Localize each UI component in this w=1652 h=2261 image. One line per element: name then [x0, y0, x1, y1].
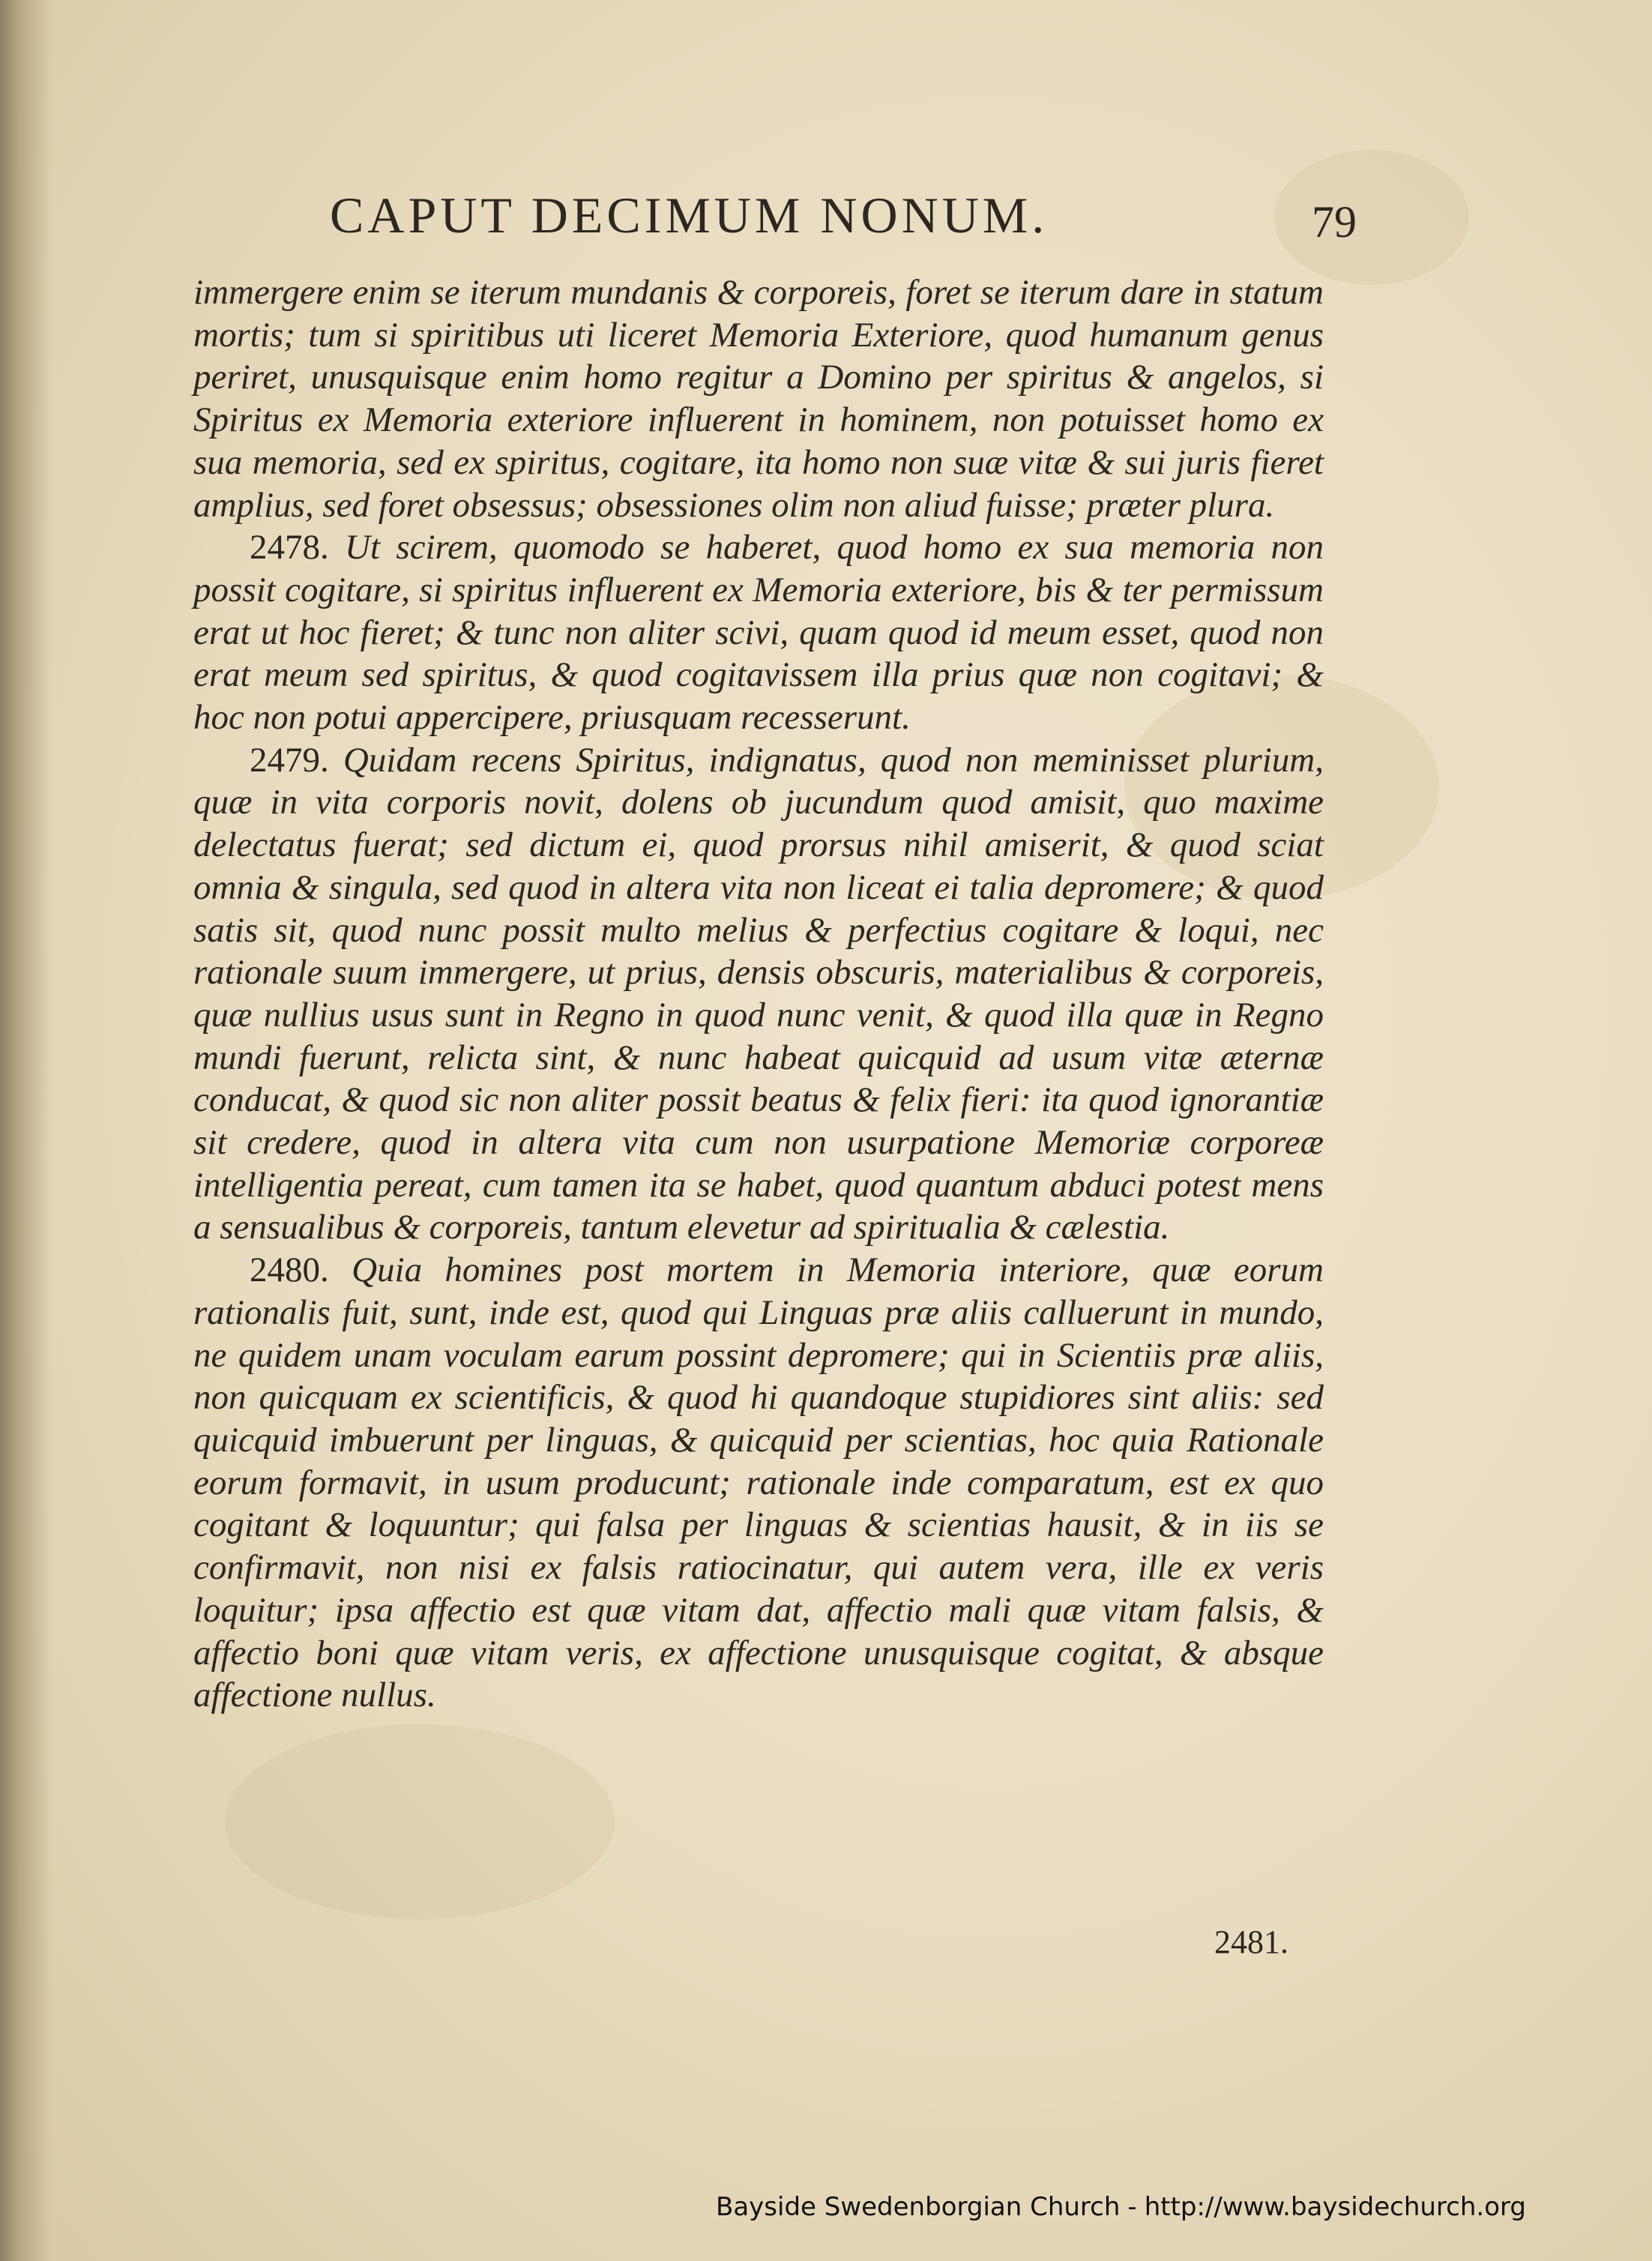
paper-stain — [225, 1724, 615, 1919]
credit-separator: - — [1127, 2192, 1137, 2222]
page-header — [330, 186, 1357, 253]
paragraph-text: Ut scirem, quomodo se haberet, quod homo ex sua memoria non possit cogitare, si spiritus influerent ex Memoria exteriore, bis & ter permissum erat ut hoc fieret; & tunc non aliter scivi, quam quod id meum esset, quod non erat meum sed spiritus, & quod cogitavissem illa prius quæ non cogitavi; & hoc non potui appercipere, priusquam recesserunt. — [193, 528, 1324, 738]
paragraph-2479 — [193, 739, 1324, 1249]
catchword: 2481. — [1214, 1924, 1288, 1960]
paragraph-text: Quidam recens Spiritus, indignatus, quod non meminisset plurium, quæ in vita corporis novit, dolens ob jucundum quod amisit, quo maxime delectatus fuerat; sed dictum ei, quod prorsus nihil amiserit, & quod sciat omnia & singula, sed quod in altera vita non liceat ei talia depromere; & quod satis sit, quod nunc possit multo melius & perfectius cogitare & loqui, nec rationale suum immergere, ut prius, densis obscuris, materialibus & corporeis, quæ nullius usus sunt in Regno in quod nunc venit, & quod illa quæ in Regno mundi fuerunt, relicta sint, & nunc habeat quicquid ad usum vitæ æternæ conducat, & quod sic non aliter possit beatus & felix fieri: ita quod ignorantiæ sit credere, quod in altera vita cum non usurpatione Memoriæ corporeæ intelligentia pereat, cum tamen ita se habet, quod quantum abduci potest mens a sensualibus & corporeis, tantum elevetur ad spiritualia & cælestia. — [193, 740, 1324, 1247]
paragraph-continued — [193, 271, 1324, 526]
body-text — [193, 271, 1324, 1717]
footer-credit — [716, 2192, 1526, 2222]
paragraph-number: 2479. — [250, 740, 329, 780]
running-title: CAPUT DECIMUM NONUM. — [330, 187, 1049, 244]
credit-name: Bayside Swedenborgian Church — [716, 2192, 1121, 2222]
paragraph-2480 — [193, 1249, 1324, 1717]
credit-url[interactable]: http://www.baysidechurch.org — [1144, 2192, 1526, 2222]
page-gutter-shadow — [0, 0, 52, 2261]
page-number: 79 — [1312, 197, 1357, 247]
paragraph-number: 2478. — [250, 528, 329, 567]
paragraph-text: immergere enim se iterum mundanis & corporeis, foret se iterum dare in statum mortis; tum si spiritibus uti liceret Memoria Exteriore, quod humanum genus periret, unusquisque enim homo regitur a Domino per spiritus & angelos, si Spiritus ex Memoria exteriore influerent in hominem, non potuisset homo ex sua memoria, sed ex spiritus, cogitare, ita homo non suæ vitæ & sui juris fieret amplius, sed foret obsessus; obsessiones olim non aliud fuisse; præter plura. — [193, 273, 1324, 525]
paragraph-number: 2480. — [250, 1250, 329, 1290]
paragraph-text: Quia homines post mortem in Memoria interiore, quæ eorum rationalis fuit, sunt, inde est, quod qui Linguas præ aliis calluerunt in mundo, ne quidem unam voculam earum possint depromere; qui in Scientiis præ aliis, non quicquam ex scientificis, & quod hi quandoque stupidiores sint aliis: sed quicquid imbuerunt per linguas, & quicquid per scientias, hoc quia Rationale eorum formavit, in usum producunt; rationale inde comparatum, est ex quo cogitant & loquuntur; qui falsa per linguas & scientias hausit, & in iis se confirmavit, non nisi ex falsis ratiocinatur, qui autem vera, ille ex veris loquitur; ipsa affectio est quæ vitam dat, affectio mali quæ vitam falsis, & affectio boni quæ vitam veris, ex affectione unusquisque cogitat, & absque affectione nullus. — [193, 1250, 1324, 1715]
paragraph-2478 — [193, 526, 1324, 739]
